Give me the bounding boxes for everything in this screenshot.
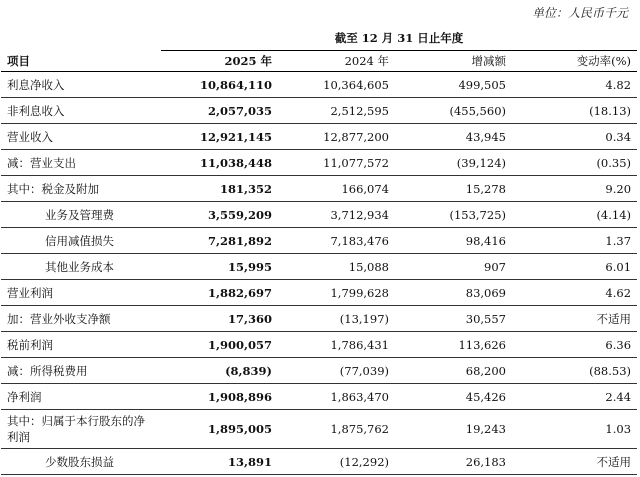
rate-value: (88.53)	[512, 358, 637, 384]
table-row	[1, 254, 637, 280]
row-label: 信用减值损失	[1, 228, 161, 254]
value-2025: 11,038,448	[161, 150, 278, 176]
value-2025: 17,360	[161, 306, 278, 332]
change-value: 30,557	[395, 306, 512, 332]
value-2025: (8,839)	[161, 358, 278, 384]
header-row-columns	[1, 51, 637, 72]
table-row	[1, 228, 637, 254]
row-label: 其他业务成本	[1, 254, 161, 280]
rate-value: 1.37	[512, 228, 637, 254]
table-row	[1, 202, 637, 228]
rate-value: (4.14)	[512, 202, 637, 228]
rate-value: 2.44	[512, 384, 637, 410]
table-row	[1, 98, 637, 124]
value-2024: 11,077,572	[278, 150, 395, 176]
year-2024-header: 2024 年	[278, 51, 395, 72]
value-2024: 1,875,762	[278, 410, 395, 449]
change-value: 113,626	[395, 332, 512, 358]
rate-value: (18.13)	[512, 98, 637, 124]
change-value: 45,426	[395, 384, 512, 410]
value-2024: 12,877,200	[278, 124, 395, 150]
change-value: 499,505	[395, 72, 512, 98]
table-row	[1, 176, 637, 202]
row-label: 净利润	[1, 384, 161, 410]
row-label-text: 其中：归属于本行股东的净利润	[7, 414, 145, 444]
value-2025: 1,895,005	[161, 410, 278, 449]
change-header: 增减额	[395, 51, 512, 72]
rate-value: 不适用	[512, 306, 637, 332]
row-label: 减：所得税费用	[1, 358, 161, 384]
row-label: 营业收入	[1, 124, 161, 150]
change-value: (455,560)	[395, 98, 512, 124]
row-label: 营业利润	[1, 280, 161, 306]
change-value: 907	[395, 254, 512, 280]
table-row	[1, 410, 637, 449]
value-2024: 1,786,431	[278, 332, 395, 358]
value-2024: 2,512,595	[278, 98, 395, 124]
value-2024: 1,799,628	[278, 280, 395, 306]
change-value: 83,069	[395, 280, 512, 306]
value-2024: 1,863,470	[278, 384, 395, 410]
value-2024: 10,364,605	[278, 72, 395, 98]
rate-value: (0.35)	[512, 150, 637, 176]
change-value: 26,183	[395, 449, 512, 475]
change-value: 68,200	[395, 358, 512, 384]
unit-label: 单位：人民币千元	[531, 6, 628, 20]
value-2025: 15,995	[161, 254, 278, 280]
table-row	[1, 150, 637, 176]
row-label: 税前利润	[1, 332, 161, 358]
value-2024: 3,712,934	[278, 202, 395, 228]
change-value: 43,945	[395, 124, 512, 150]
header-row-period	[1, 26, 637, 51]
value-2025: 1,882,697	[161, 280, 278, 306]
row-label: 利息净收入	[1, 72, 161, 98]
change-value: (39,124)	[395, 150, 512, 176]
table-row	[1, 280, 637, 306]
row-label: 减：营业支出	[1, 150, 161, 176]
table-row	[1, 358, 637, 384]
table-row	[1, 72, 637, 98]
value-2025: 1,900,057	[161, 332, 278, 358]
value-2024: (77,039)	[278, 358, 395, 384]
rate-value: 6.36	[512, 332, 637, 358]
header-blank-cell	[1, 26, 161, 51]
table-row	[1, 124, 637, 150]
value-2025: 1,908,896	[161, 384, 278, 410]
row-label: 非利息收入	[1, 98, 161, 124]
value-2024: 7,183,476	[278, 228, 395, 254]
rate-value: 6.01	[512, 254, 637, 280]
rate-value: 4.62	[512, 280, 637, 306]
period-header: 截至 12 月 31 日止年度	[161, 26, 637, 51]
value-2025: 3,559,209	[161, 202, 278, 228]
change-value: 19,243	[395, 410, 512, 449]
rate-value: 不适用	[512, 449, 637, 475]
value-2024: (13,197)	[278, 306, 395, 332]
value-2024: 15,088	[278, 254, 395, 280]
change-value: (153,725)	[395, 202, 512, 228]
row-label	[1, 410, 161, 449]
value-2025: 10,864,110	[161, 72, 278, 98]
item-header: 项目	[1, 51, 161, 72]
value-2025: 181,352	[161, 176, 278, 202]
rate-value: 9.20	[512, 176, 637, 202]
value-2025: 12,921,145	[161, 124, 278, 150]
value-2025: 7,281,892	[161, 228, 278, 254]
row-label: 少数股东损益	[1, 449, 161, 475]
value-2025: 2,057,035	[161, 98, 278, 124]
year-2025-header: 2025 年	[161, 51, 278, 72]
rate-header: 变动率(%)	[512, 51, 637, 72]
table-body	[1, 72, 637, 475]
rate-value: 1.03	[512, 410, 637, 449]
table-row	[1, 306, 637, 332]
income-statement-table	[1, 26, 637, 475]
value-2024: (12,292)	[278, 449, 395, 475]
change-value: 15,278	[395, 176, 512, 202]
row-label: 加：营业外收支净额	[1, 306, 161, 332]
table-row	[1, 384, 637, 410]
table-row	[1, 332, 637, 358]
rate-value: 4.82	[512, 72, 637, 98]
value-2025: 13,891	[161, 449, 278, 475]
change-value: 98,416	[395, 228, 512, 254]
rate-value: 0.34	[512, 124, 637, 150]
row-label: 其中：税金及附加	[1, 176, 161, 202]
value-2024: 166,074	[278, 176, 395, 202]
table-row	[1, 449, 637, 475]
row-label: 业务及管理费	[1, 202, 161, 228]
